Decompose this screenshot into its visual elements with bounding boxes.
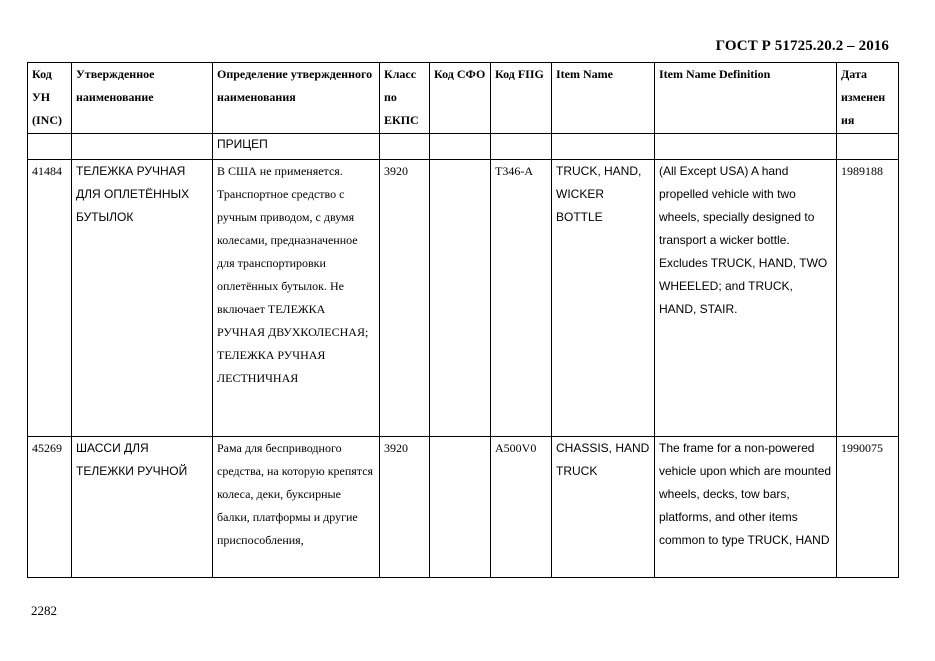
table-row	[28, 160, 899, 437]
col-header-inc: Код УН (INC)	[28, 63, 72, 134]
cell	[430, 134, 491, 160]
cell-date: 1990075	[837, 437, 899, 578]
col-header-item-name: Item Name	[552, 63, 655, 134]
cell-sfo	[430, 160, 491, 437]
col-header-fiig: Код FIIG	[491, 63, 552, 134]
cell	[72, 134, 213, 160]
cell-item-name: TRUCK, HAND, WICKER BOTTLE	[552, 160, 655, 437]
cell-inc: 45269	[28, 437, 72, 578]
cell	[552, 134, 655, 160]
col-header-item-definition: Item Name Definition	[655, 63, 837, 134]
cell-item-name: CHASSIS, HAND TRUCK	[552, 437, 655, 578]
cell	[28, 134, 72, 160]
table-row-continuation	[28, 134, 899, 160]
cell	[491, 134, 552, 160]
cell-approved-name: ШАССИ ДЛЯ ТЕЛЕЖКИ РУЧНОЙ	[72, 437, 213, 578]
cell	[837, 134, 899, 160]
cell-definition: ПРИЦЕП	[213, 134, 380, 160]
cell-definition: Рама для бесприводного средства, на которую крепятся колеса, деки, буксирные балки, платформы и другие приспособления,	[213, 437, 380, 578]
col-header-date: Дата изменен ия	[837, 63, 899, 134]
cell-approved-name: ТЕЛЕЖКА РУЧНАЯ ДЛЯ ОПЛЕТЁННЫХ БУТЫЛОК	[72, 160, 213, 437]
document-code: ГОСТ Р 51725.20.2 – 2016	[715, 38, 889, 54]
cell-inc: 41484	[28, 160, 72, 437]
cell-item-definition: (All Except USA) A hand propelled vehicle with two wheels, specially designed to transport a wicker bottle. Excludes TRUCK, HAND, TWO WHEELED; and TRUCK, HAND, STAIR.	[655, 160, 837, 437]
cell	[380, 134, 430, 160]
cell	[655, 134, 837, 160]
cell-ekps: 3920	[380, 437, 430, 578]
table-row	[28, 437, 899, 578]
cell-date: 1989188	[837, 160, 899, 437]
col-header-approved-name: Утвержденное наименование	[72, 63, 213, 134]
cell-definition: В США не применяется. Транспортное средство с ручным приводом, с двумя колесами, предназначенное для транспортировки оплетённых бутылок. Не включает ТЕЛЕЖКА РУЧНАЯ ДВУХКОЛЕСНАЯ; ТЕЛЕЖКА РУЧНАЯ ЛЕСТНИЧНАЯ	[213, 160, 380, 437]
col-header-ekps: Класс по ЕКПС	[380, 63, 430, 134]
cell-fiig: A500V0	[491, 437, 552, 578]
cell-sfo	[430, 437, 491, 578]
cell-fiig: T346-A	[491, 160, 552, 437]
col-header-definition: Определение утвержденного наименования	[213, 63, 380, 134]
page-number: 2282	[31, 603, 57, 618]
cell-item-definition: The frame for a non-powered vehicle upon which are mounted wheels, decks, tow bars, platforms, and other items common to type TRUCK, HAND	[655, 437, 837, 578]
table-header-row	[28, 63, 899, 134]
classification-table	[27, 62, 899, 578]
cell-ekps: 3920	[380, 160, 430, 437]
col-header-sfo: Код СФО	[430, 63, 491, 134]
